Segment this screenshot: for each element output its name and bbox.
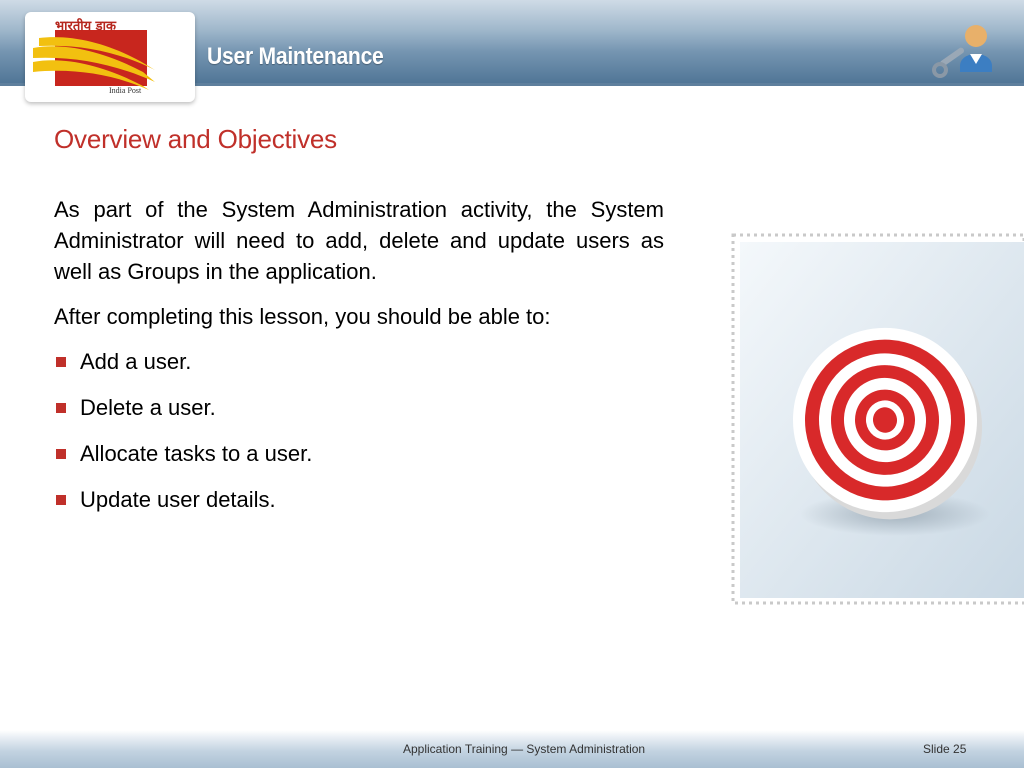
intro-paragraph: As part of the System Administration activity, the System Administrator will need to add, delete and update users as well as Groups in the application.: [54, 197, 664, 284]
india-post-logo: [25, 12, 195, 102]
section-heading: Overview and Objectives: [54, 124, 337, 154]
content-body: [54, 194, 664, 530]
bullet-square-icon: [56, 449, 66, 459]
bullet-square-icon: [56, 495, 66, 505]
user-wrench-icon: [930, 20, 1002, 85]
objectives-lead: After completing this lesson, you should be able to:: [54, 304, 551, 329]
logo-english-text: India Post: [109, 86, 142, 95]
list-item-text: Update user details.: [80, 487, 276, 512]
list-item: [54, 484, 664, 515]
bullet-square-icon: [56, 403, 66, 413]
bullet-square-icon: [56, 357, 66, 367]
list-item: [54, 438, 664, 469]
target-stamp-image: [730, 232, 1024, 611]
page-title: User Maintenance: [207, 43, 384, 70]
logo-hindi-text: भारतीय डाक: [55, 19, 116, 34]
objectives-list: [54, 346, 664, 515]
slide-number: Slide 25: [923, 742, 967, 756]
list-item-text: Allocate tasks to a user.: [80, 441, 313, 466]
list-item-text: Add a user.: [80, 349, 192, 374]
list-item: [54, 392, 664, 423]
list-item: [54, 346, 664, 377]
target-bullseye-icon: [730, 232, 1024, 606]
list-item-text: Delete a user.: [80, 395, 216, 420]
footer-course-title: Application Training — System Administration: [403, 742, 646, 756]
